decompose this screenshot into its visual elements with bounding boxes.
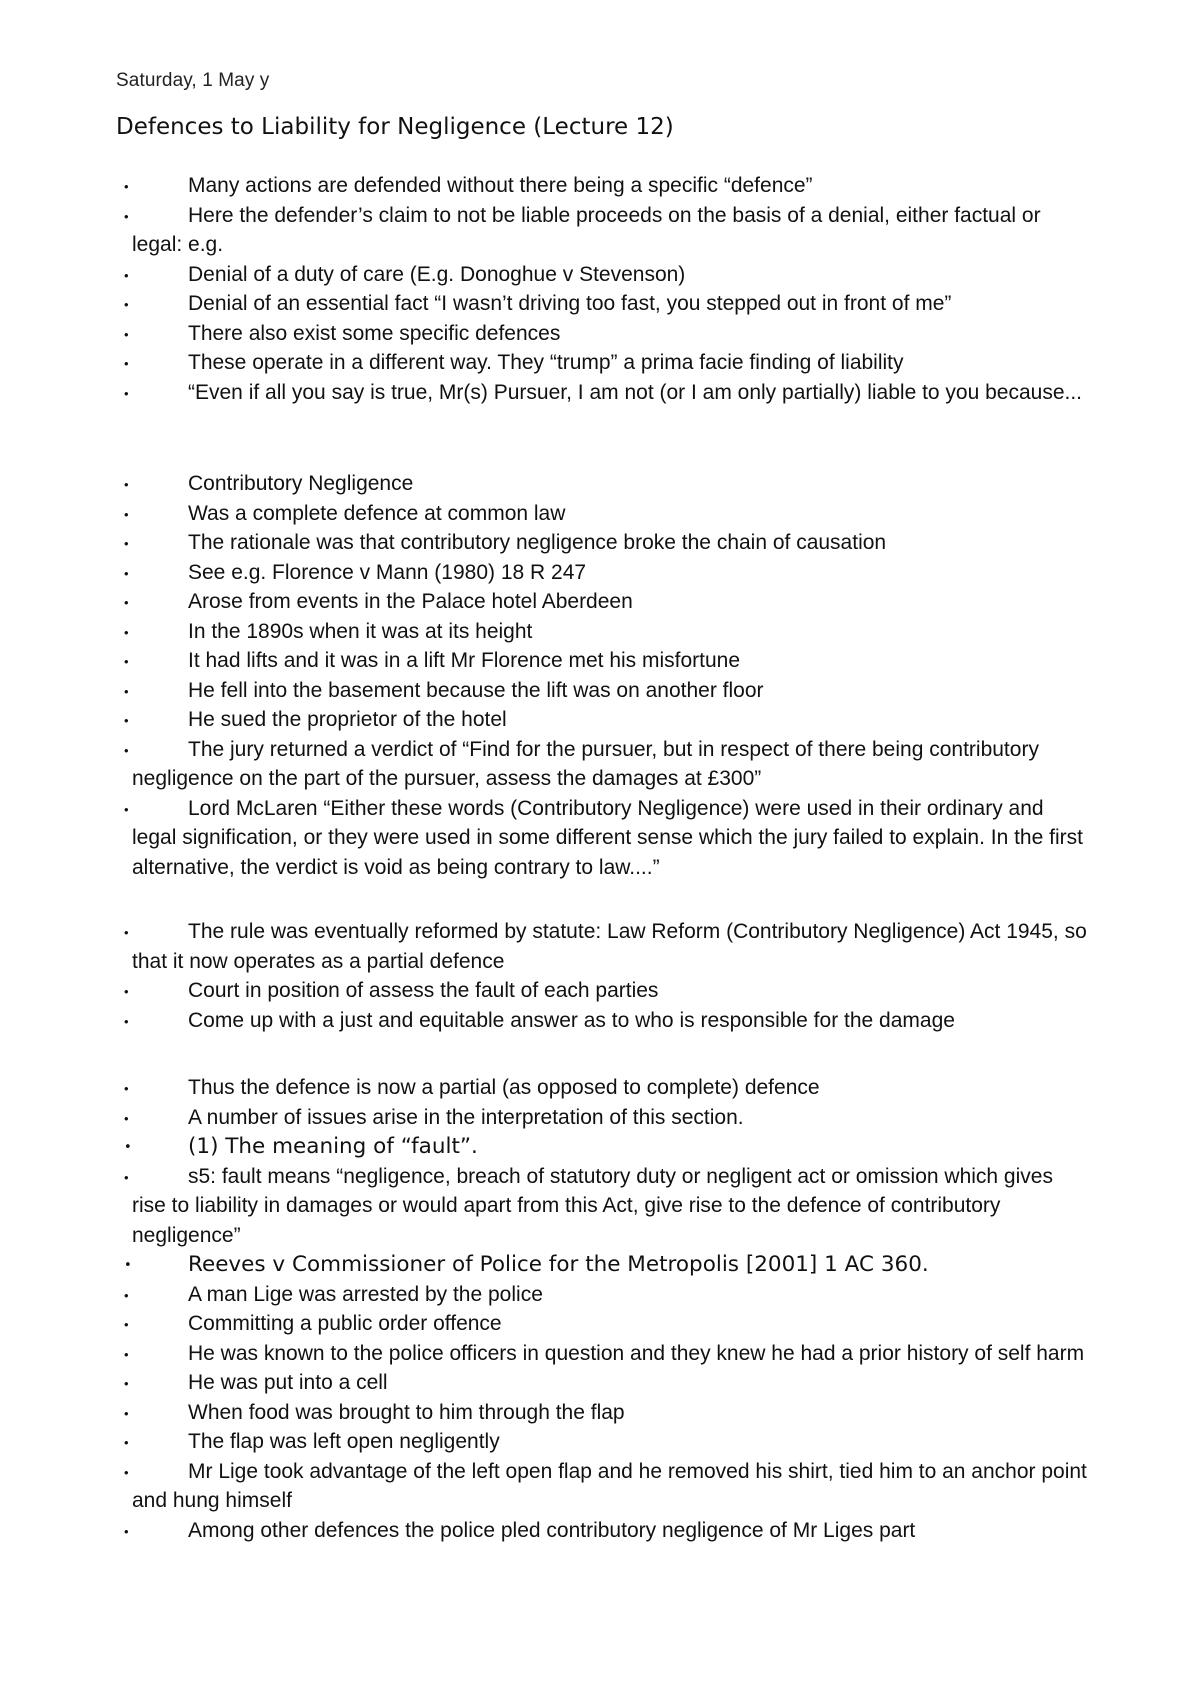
bullet-list: [0, 917, 1200, 1035]
bullet-text: See e.g. Florence v Mann (1980) 18 R 247: [188, 560, 587, 584]
bullet-text: Thus the defence is now a partial (as opposed to complete) defence: [188, 1076, 820, 1099]
bullet-item: [0, 617, 1200, 647]
bullet-item: [0, 587, 1200, 617]
bullet-item: [0, 289, 1200, 319]
bullet-text: Contributory Negligence: [188, 472, 414, 495]
bullet-item: [0, 171, 1200, 201]
bullet-text: Here the defender’s claim to not be liable proceeds on the basis of a denial, either factual or legal: e.g.: [132, 203, 1041, 256]
bullet-item: [0, 1339, 1200, 1369]
bullet-list: [0, 469, 1200, 882]
bullet-text: When food was brought to him through the flap: [188, 1400, 625, 1424]
bullet-text: Denial of a duty of care (E.g. Donoghue v Stevenson): [188, 262, 686, 286]
bullet-item: [0, 1398, 1200, 1428]
bullet-text: Denial of an essential fact “I wasn’t driving too fast, you stepped out in front of me”: [188, 292, 952, 315]
bullet-item: [0, 1162, 1200, 1251]
bullet-text: The rationale was that contributory negligence broke the chain of causation: [188, 531, 887, 554]
bullet-item: [0, 1073, 1200, 1103]
bullet-item: [0, 1457, 1200, 1516]
bullet-item: [0, 1103, 1200, 1133]
bullet-list: [0, 171, 1200, 407]
bullet-item: [0, 917, 1200, 976]
bullet-item: [0, 1427, 1200, 1457]
bullet-text: “Even if all you say is true, Mr(s) Pursuer, I am not (or I am only partially) liable to you because...: [188, 380, 1083, 404]
bullet-list: [0, 1073, 1200, 1545]
bullet-item: [0, 735, 1200, 794]
bullet-item: [0, 646, 1200, 676]
bullet-item: [0, 260, 1200, 290]
bullet-item: [0, 319, 1200, 349]
bullet-text: Court in position of assess the fault of each parties: [188, 979, 659, 1002]
bullet-item: [0, 676, 1200, 706]
bullet-text: Committing a public order offence: [188, 1312, 502, 1335]
bullet-item: [0, 794, 1200, 883]
bullet-item: [0, 1280, 1200, 1310]
bullet-text: A man Lige was arrested by the police: [188, 1282, 543, 1306]
bullet-text: In the 1890s when it was at its height: [188, 619, 533, 643]
bullet-text: Arose from events in the Palace hotel Aberdeen: [188, 590, 633, 613]
bullet-text: He was known to the police officers in question and they knew he had a prior history of self harm: [188, 1341, 1085, 1365]
document-title: Defences to Liability for Negligence (Lecture 12): [116, 114, 674, 140]
bullet-item: [0, 705, 1200, 735]
bullet-text: It had lifts and it was in a lift Mr Florence met his misfortune: [188, 649, 741, 672]
bullet-text: There also exist some specific defences: [188, 321, 561, 345]
bullet-item: [0, 1309, 1200, 1339]
bullet-text: These operate in a different way. They “trump” a prima facie finding of liability: [188, 351, 904, 374]
bullet-text: He sued the proprietor of the hotel: [188, 708, 507, 731]
bullet-item: [0, 201, 1200, 260]
bullet-item: [0, 528, 1200, 558]
bullet-item: [0, 976, 1200, 1006]
bullet-text: The jury returned a verdict of “Find for the pursuer, but in respect of there being contributory negligence on the part of the pursuer, assess the damages at £300”: [132, 737, 1039, 790]
bullet-item: [0, 1516, 1200, 1546]
bullet-text: He fell into the basement because the lift was on another floor: [188, 678, 764, 702]
bullet-text: s5: fault means “negligence, breach of statutory duty or negligent act or omission which gives rise to liability in damages or would apart from this Act, give rise to the defence of contributory negligence”: [132, 1164, 1053, 1247]
bullet-text: Mr Lige took advantage of the left open flap and he removed his shirt, tied him to an anchor point and hung himself: [132, 1459, 1087, 1512]
bullet-item: [0, 1132, 1200, 1162]
bullet-text: Come up with a just and equitable answer as to who is responsible for the damage: [188, 1008, 955, 1032]
bullet-item: [0, 1368, 1200, 1398]
bullet-item: [0, 1006, 1200, 1036]
bullet-item: [0, 469, 1200, 499]
bullet-item: [0, 348, 1200, 378]
bullet-text: Lord McLaren “Either these words (Contributory Negligence) were used in their ordinary and legal signification, or they were used in some different sense which the jury failed to explain. In the first alternative, the verdict is void as being contrary to law....”: [132, 796, 1083, 879]
date-line: Saturday, 1 May y: [116, 70, 270, 91]
bullet-text: Was a complete defence at common law: [188, 501, 566, 525]
bullet-item: [0, 499, 1200, 529]
bullet-item: [0, 378, 1200, 408]
bullet-text: (1) The meaning of “fault”.: [188, 1134, 478, 1159]
bullet-text: Among other defences the police pled contributory negligence of Mr Liges part: [188, 1518, 916, 1542]
bullet-item: [0, 558, 1200, 588]
bullet-text: He was put into a cell: [188, 1371, 388, 1394]
bullet-text: A number of issues arise in the interpretation of this section.: [188, 1105, 744, 1129]
bullet-text: The rule was eventually reformed by statute: Law Reform (Contributory Negligence) Act 1945, so that it now operates as a partial defence: [132, 920, 1087, 973]
bullet-text: Reeves v Commissioner of Police for the Metropolis [2001] 1 AC 360.: [188, 1252, 929, 1277]
bullet-item: [0, 1250, 1200, 1280]
bullet-text: Many actions are defended without there being a specific “defence”: [188, 174, 813, 197]
bullet-text: The flap was left open negligently: [188, 1430, 500, 1453]
